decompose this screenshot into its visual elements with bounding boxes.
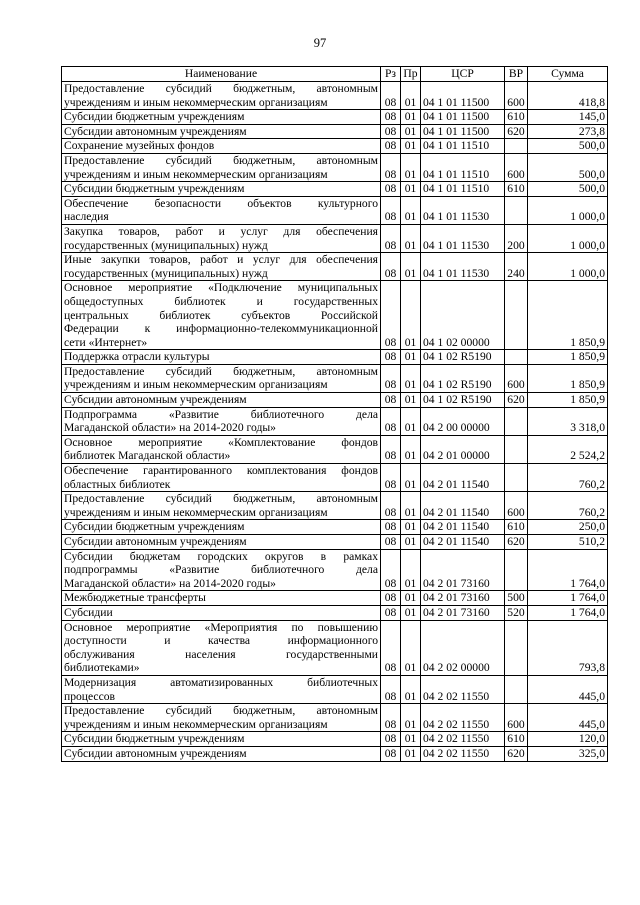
row-pr: 01	[401, 153, 421, 181]
header-vr: ВР	[505, 67, 528, 82]
row-name-line: Предоставление субсидий бюджетным, автономным	[64, 704, 378, 718]
table-row	[62, 675, 608, 703]
table-row	[62, 520, 608, 535]
row-name	[62, 82, 381, 110]
row-csr: 04 1 02 R5190	[421, 350, 505, 365]
row-vr: 610	[505, 110, 528, 125]
row-vr: 610	[505, 182, 528, 197]
row-name-line: Субсидии бюджетным учреждениям	[64, 732, 245, 746]
table-row	[62, 139, 608, 154]
row-vr: 600	[505, 492, 528, 520]
row-rz: 08	[381, 704, 401, 732]
row-name-line: Субсидии бюджетным учреждениям	[64, 110, 245, 124]
row-name	[62, 407, 381, 435]
row-sum: 120,0	[528, 732, 608, 747]
row-pr: 01	[401, 549, 421, 591]
table-row	[62, 182, 608, 197]
row-vr: 600	[505, 704, 528, 732]
row-rz: 08	[381, 153, 401, 181]
row-sum: 445,0	[528, 675, 608, 703]
row-pr: 01	[401, 675, 421, 703]
header-csr: ЦСР	[421, 67, 505, 82]
row-rz: 08	[381, 110, 401, 125]
row-name-line: учреждениям и иным некоммерческим организациям	[64, 95, 328, 109]
row-sum: 1 764,0	[528, 549, 608, 591]
header-rz: Рз	[381, 67, 401, 82]
row-pr: 01	[401, 535, 421, 550]
row-sum: 760,2	[528, 492, 608, 520]
row-name-line: обслуживания населения государственными	[64, 647, 378, 661]
table-row	[62, 124, 608, 139]
table-row	[62, 110, 608, 125]
row-name	[62, 139, 381, 154]
row-csr: 04 1 02 R5190	[421, 393, 505, 408]
row-pr: 01	[401, 196, 421, 224]
row-vr	[505, 675, 528, 703]
row-name-line: Межбюджетные трансферты	[64, 591, 206, 605]
row-sum: 793,8	[528, 620, 608, 675]
row-rz: 08	[381, 407, 401, 435]
table-row	[62, 435, 608, 463]
row-csr: 04 1 01 11500	[421, 82, 505, 110]
row-name-line: библиотек Магаданской области»	[64, 449, 231, 463]
row-name-line: государственных (муниципальных) нужд	[64, 266, 268, 280]
row-sum: 1 850,9	[528, 364, 608, 392]
row-csr: 04 1 01 11530	[421, 196, 505, 224]
row-name	[62, 253, 381, 281]
row-sum: 250,0	[528, 520, 608, 535]
row-name-line: Магаданской области» на 2014-2020 годы»	[64, 576, 276, 590]
row-sum: 2 524,2	[528, 435, 608, 463]
row-csr: 04 2 00 00000	[421, 407, 505, 435]
row-name-line: Субсидии бюджетным учреждениям	[64, 520, 245, 534]
row-name-line: государственных (муниципальных) нужд	[64, 238, 268, 252]
row-sum: 1 000,0	[528, 253, 608, 281]
table-row	[62, 704, 608, 732]
row-name-line: Субсидии автономным учреждениям	[64, 393, 247, 407]
table-header-row	[62, 67, 608, 82]
row-sum: 1 000,0	[528, 196, 608, 224]
row-name-line: Субсидии автономным учреждениям	[64, 535, 247, 548]
row-name-line: учреждениям и иным некоммерческим организациям	[64, 717, 328, 731]
row-name	[62, 535, 381, 550]
row-name-line: Подпрограмма «Развитие библиотечного дела	[64, 407, 378, 421]
row-rz: 08	[381, 535, 401, 550]
row-pr: 01	[401, 732, 421, 747]
row-name	[62, 435, 381, 463]
row-name	[62, 393, 381, 408]
row-rz: 08	[381, 364, 401, 392]
row-name	[62, 350, 381, 365]
row-sum: 1 764,0	[528, 591, 608, 606]
header-sum: Сумма	[528, 67, 608, 82]
row-vr: 620	[505, 124, 528, 139]
row-vr: 600	[505, 153, 528, 181]
row-vr	[505, 549, 528, 591]
row-name-line: подпрограммы «Развитие библиотечного дела	[64, 563, 378, 577]
row-rz: 08	[381, 224, 401, 252]
header-name: Наименование	[62, 67, 381, 82]
row-name	[62, 549, 381, 591]
row-name-line: Магаданской области» на 2014-2020 годы»	[64, 421, 276, 435]
row-vr: 600	[505, 364, 528, 392]
row-rz: 08	[381, 492, 401, 520]
table-row	[62, 196, 608, 224]
row-name	[62, 492, 381, 520]
header-pr: Пр	[401, 67, 421, 82]
row-name	[62, 196, 381, 224]
row-pr: 01	[401, 407, 421, 435]
row-vr: 500	[505, 591, 528, 606]
row-name-line: Поддержка отрасли культуры	[64, 350, 210, 364]
table-row	[62, 393, 608, 408]
row-vr: 200	[505, 224, 528, 252]
row-sum: 760,2	[528, 464, 608, 492]
row-rz: 08	[381, 620, 401, 675]
row-csr: 04 2 01 11540	[421, 520, 505, 535]
row-name-line: Субсидии бюджетным учреждениям	[64, 182, 245, 196]
row-name-line: областных библиотек	[64, 477, 171, 491]
row-name-line: Закупка товаров, работ и услуг для обеспечения	[64, 224, 378, 238]
row-pr: 01	[401, 492, 421, 520]
table-row	[62, 605, 608, 620]
row-name-line: Модернизация автоматизированных библиотечных	[64, 675, 378, 689]
row-name	[62, 182, 381, 197]
row-vr: 520	[505, 605, 528, 620]
table-row	[62, 364, 608, 392]
row-pr: 01	[401, 746, 421, 761]
row-pr: 01	[401, 393, 421, 408]
row-name-line: Иные закупки товаров, работ и услуг для обеспечения	[64, 253, 378, 267]
row-vr: 600	[505, 82, 528, 110]
row-vr	[505, 620, 528, 675]
row-sum: 500,0	[528, 153, 608, 181]
row-name-line: доступности и качества информационного	[64, 634, 378, 648]
row-vr	[505, 196, 528, 224]
row-sum: 500,0	[528, 182, 608, 197]
table-row	[62, 350, 608, 365]
row-name-line: процессов	[64, 689, 116, 703]
row-sum: 145,0	[528, 110, 608, 125]
row-csr: 04 1 02 R5190	[421, 364, 505, 392]
row-csr: 04 2 02 11550	[421, 746, 505, 761]
row-pr: 01	[401, 182, 421, 197]
row-csr: 04 2 01 73160	[421, 549, 505, 591]
row-rz: 08	[381, 549, 401, 591]
row-name-line: Основное мероприятие «Комплектование фондов	[64, 435, 378, 449]
row-csr: 04 1 01 11500	[421, 110, 505, 125]
table-row	[62, 732, 608, 747]
row-rz: 08	[381, 253, 401, 281]
row-vr: 620	[505, 393, 528, 408]
table-row	[62, 464, 608, 492]
row-vr	[505, 350, 528, 365]
row-name-line: центральных библиотек субъектов Российской	[64, 308, 378, 322]
row-sum: 1 850,9	[528, 350, 608, 365]
row-pr: 01	[401, 605, 421, 620]
page-number: 97	[313, 36, 327, 50]
row-rz: 08	[381, 591, 401, 606]
row-pr: 01	[401, 350, 421, 365]
row-vr	[505, 281, 528, 350]
row-sum: 273,8	[528, 124, 608, 139]
row-pr: 01	[401, 224, 421, 252]
budget-table	[61, 66, 608, 762]
row-csr: 04 2 02 11550	[421, 732, 505, 747]
row-pr: 01	[401, 620, 421, 675]
row-csr: 04 2 01 73160	[421, 605, 505, 620]
row-name-line: Предоставление субсидий бюджетным, автономным	[64, 82, 378, 95]
row-name-line: Субсидии автономным учреждениям	[64, 746, 247, 760]
table-row	[62, 253, 608, 281]
row-csr: 04 2 02 11550	[421, 675, 505, 703]
row-sum: 500,0	[528, 139, 608, 154]
row-rz: 08	[381, 82, 401, 110]
table-row	[62, 746, 608, 761]
row-name	[62, 675, 381, 703]
row-rz: 08	[381, 196, 401, 224]
row-name	[62, 704, 381, 732]
row-csr: 04 2 01 00000	[421, 435, 505, 463]
table-row	[62, 153, 608, 181]
row-pr: 01	[401, 464, 421, 492]
row-rz: 08	[381, 393, 401, 408]
row-vr: 240	[505, 253, 528, 281]
row-sum: 325,0	[528, 746, 608, 761]
row-pr: 01	[401, 281, 421, 350]
row-name-line: наследия	[64, 210, 109, 224]
row-vr: 620	[505, 535, 528, 550]
row-name-line: Субсидии бюджетам городских округов в рамках	[64, 549, 378, 563]
row-name	[62, 591, 381, 606]
table-row	[62, 620, 608, 675]
row-name	[62, 281, 381, 350]
row-csr: 04 1 01 11510	[421, 182, 505, 197]
row-name-line: Обеспечение гарантированного комплектования фондов	[64, 464, 378, 478]
row-name-line: Федерации к информационно-телекоммуникационной	[64, 322, 378, 336]
row-name-line: учреждениям и иным некоммерческим организациям	[64, 378, 328, 392]
row-vr: 610	[505, 520, 528, 535]
row-name-line: Субсидии	[64, 605, 113, 619]
row-pr: 01	[401, 253, 421, 281]
row-rz: 08	[381, 350, 401, 365]
row-name	[62, 224, 381, 252]
row-sum: 445,0	[528, 704, 608, 732]
row-vr	[505, 464, 528, 492]
row-csr: 04 2 01 73160	[421, 591, 505, 606]
row-name-line: Предоставление субсидий бюджетным, автономным	[64, 492, 378, 506]
row-name-line: Субсидии автономным учреждениям	[64, 124, 247, 138]
row-name-line: Основное мероприятие «Мероприятия по повышению	[64, 620, 378, 634]
row-name-line: общедоступных библиотек и государственных	[64, 294, 378, 308]
row-pr: 01	[401, 591, 421, 606]
row-pr: 01	[401, 520, 421, 535]
row-sum: 1 850,9	[528, 281, 608, 350]
table-row	[62, 535, 608, 550]
row-pr: 01	[401, 435, 421, 463]
row-name	[62, 110, 381, 125]
row-pr: 01	[401, 82, 421, 110]
row-pr: 01	[401, 110, 421, 125]
row-rz: 08	[381, 746, 401, 761]
row-name	[62, 153, 381, 181]
row-pr: 01	[401, 704, 421, 732]
row-rz: 08	[381, 605, 401, 620]
row-csr: 04 2 01 11540	[421, 464, 505, 492]
table-row	[62, 549, 608, 591]
row-sum: 1 000,0	[528, 224, 608, 252]
table-row	[62, 407, 608, 435]
row-vr	[505, 407, 528, 435]
row-name-line: Предоставление субсидий бюджетным, автономным	[64, 364, 378, 378]
row-pr: 01	[401, 364, 421, 392]
row-name	[62, 124, 381, 139]
row-vr: 620	[505, 746, 528, 761]
row-name	[62, 605, 381, 620]
row-name	[62, 520, 381, 535]
row-csr: 04 1 01 11500	[421, 124, 505, 139]
row-csr: 04 1 01 11510	[421, 153, 505, 181]
row-vr	[505, 139, 528, 154]
row-name-line: Предоставление субсидий бюджетным, автономным	[64, 153, 378, 167]
row-rz: 08	[381, 281, 401, 350]
row-name-line: учреждениям и иным некоммерческим организациям	[64, 505, 328, 519]
row-name	[62, 620, 381, 675]
row-rz: 08	[381, 732, 401, 747]
row-sum: 510,2	[528, 535, 608, 550]
row-csr: 04 2 01 11540	[421, 492, 505, 520]
row-csr: 04 2 02 11550	[421, 704, 505, 732]
row-pr: 01	[401, 124, 421, 139]
row-name-line: сети «Интернет»	[64, 335, 148, 349]
row-rz: 08	[381, 520, 401, 535]
row-name	[62, 746, 381, 761]
row-csr: 04 1 01 11530	[421, 224, 505, 252]
row-csr: 04 1 01 11530	[421, 253, 505, 281]
row-pr: 01	[401, 139, 421, 154]
row-rz: 08	[381, 464, 401, 492]
row-rz: 08	[381, 124, 401, 139]
table-row	[62, 224, 608, 252]
table-row	[62, 281, 608, 350]
row-sum: 1 850,9	[528, 393, 608, 408]
row-vr: 610	[505, 732, 528, 747]
row-name	[62, 732, 381, 747]
table-row	[62, 492, 608, 520]
row-rz: 08	[381, 182, 401, 197]
row-name-line: Основное мероприятие «Подключение муниципальных	[64, 281, 378, 295]
row-sum: 1 764,0	[528, 605, 608, 620]
row-rz: 08	[381, 139, 401, 154]
row-csr: 04 1 01 11510	[421, 139, 505, 154]
row-name	[62, 364, 381, 392]
row-sum: 3 318,0	[528, 407, 608, 435]
row-rz: 08	[381, 675, 401, 703]
row-vr	[505, 435, 528, 463]
row-sum: 418,8	[528, 82, 608, 110]
row-name-line: учреждениям и иным некоммерческим организациям	[64, 167, 328, 181]
table-row	[62, 591, 608, 606]
row-name-line: Сохранение музейных фондов	[64, 139, 215, 153]
row-csr: 04 2 01 11540	[421, 535, 505, 550]
row-name	[62, 464, 381, 492]
table-row	[62, 82, 608, 110]
row-rz: 08	[381, 435, 401, 463]
row-csr: 04 1 02 00000	[421, 281, 505, 350]
row-name-line: Обеспечение безопасности объектов культурного	[64, 196, 378, 210]
row-csr: 04 2 02 00000	[421, 620, 505, 675]
row-name-line: библиотеками»	[64, 661, 140, 675]
